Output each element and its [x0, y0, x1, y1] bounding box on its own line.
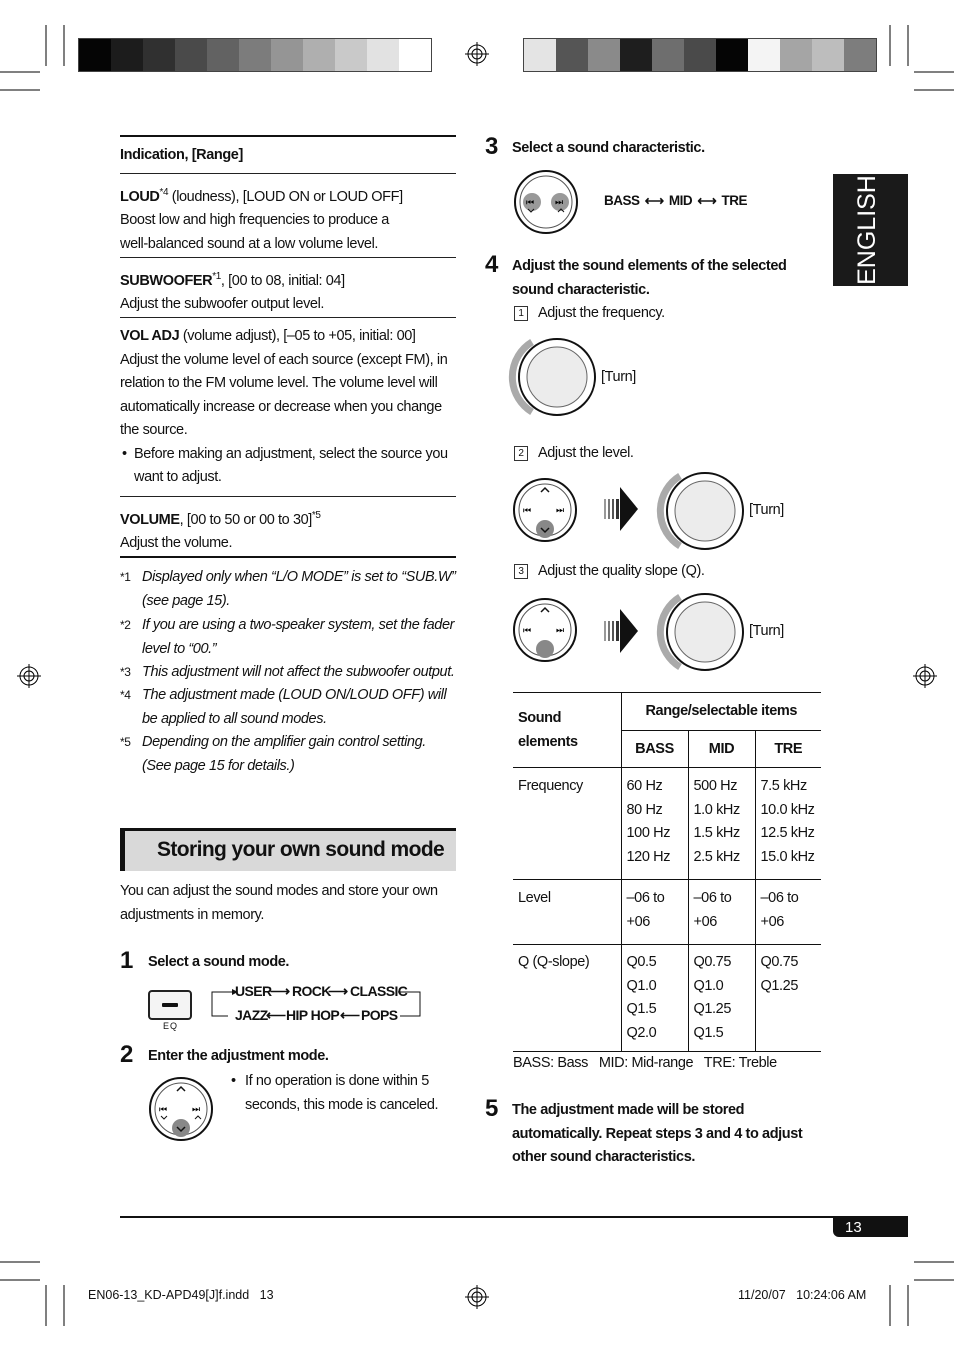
sound-elements-table	[513, 692, 821, 1052]
svg-text:⏭: ⏭	[555, 198, 564, 208]
step-4-text: Adjust the sound elements of the selected sound characteristic.	[512, 258, 787, 298]
col-bass: BASS	[621, 731, 688, 768]
registration-mark-top	[465, 42, 489, 66]
step-4-number: 4	[485, 251, 499, 278]
step-1-number: 1	[120, 947, 134, 974]
volume-knob-q	[656, 589, 748, 675]
svg-text:⏮: ⏮	[526, 198, 535, 208]
eq-button	[148, 990, 192, 1020]
svg-text:⏮: ⏮	[159, 1105, 168, 1115]
mode-pops: POPS	[361, 1007, 398, 1023]
sub-step-2: 2 Adjust the level.	[514, 442, 634, 466]
mode-jazz: JAZZ	[235, 1007, 268, 1023]
intro-text: You can adjust the sound modes and store your own adjustments in memory.	[120, 883, 438, 923]
volume-entry	[120, 504, 456, 556]
page-number: 13	[845, 1219, 862, 1236]
registration-mark-right	[913, 664, 937, 688]
svg-text:⏭: ⏭	[192, 1105, 201, 1115]
col-sound-elements: Sound elements	[518, 710, 578, 750]
voladj-desc: Adjust the volume level of each source (except FM), in relation to the FM volume level. The volume level will automatically increase or decrease when you change the source.	[120, 351, 448, 438]
subwoofer-entry	[120, 265, 456, 317]
voladj-range: (volume adjust), [–05 to +05, initial: 00]	[179, 328, 416, 344]
subwoofer-name: SUBWOOFER	[120, 272, 213, 289]
voladj-bullet: Before making an adjustment, select the source you want to adjust.	[134, 445, 448, 485]
volume-knob-frequency	[508, 334, 600, 420]
volume-knob-level	[656, 468, 748, 554]
char-mid: MID	[668, 193, 693, 208]
step-3-number: 3	[485, 133, 499, 160]
mode-user: USER	[235, 983, 272, 999]
turn-label-2: [Turn]	[749, 502, 784, 518]
svg-text:⏭: ⏭	[556, 506, 565, 516]
volume-name: VOLUME	[120, 511, 180, 528]
language-tab-label: ENGLISH	[853, 175, 881, 285]
footer-datetime: 11/20/07 10:24:06 AM	[738, 1288, 867, 1302]
mode-rock: ROCK	[292, 983, 331, 999]
subwoofer-sup: *1	[212, 271, 221, 282]
arrow-right-icon-1	[604, 487, 638, 531]
footnote-2: *2 If you are using a two-speaker system, set the fader level to “00.”	[120, 617, 455, 657]
volume-sup: *5	[311, 510, 321, 521]
step-5-number: 5	[485, 1095, 499, 1122]
control-pad-icon-q	[512, 597, 578, 663]
step-2-text: Enter the adjustment mode.	[148, 1048, 329, 1064]
bottom-rule	[120, 1216, 908, 1218]
section-title: Storing your own sound mode	[157, 838, 445, 861]
subwoofer-range: , [00 to 08, initial: 04]	[220, 272, 345, 289]
loud-name: LOUD	[120, 188, 160, 205]
mode-classic: CLASSIC	[350, 983, 408, 999]
subwoofer-desc: Adjust the subwoofer output level.	[120, 296, 325, 313]
table-row: Level –06 to +06 –06 to +06 –06 to +06	[513, 880, 821, 945]
loud-sup: *4	[159, 187, 169, 198]
footnote-1: *1 Displayed only when “L/O MODE” is set to “SUB.W” (see page 15).	[120, 569, 456, 609]
svg-text:⏮: ⏮	[523, 506, 532, 516]
step-2-bullet: • If no operation is done within 5 seconds, this mode is canceled.	[231, 1073, 439, 1113]
loud-entry	[120, 181, 456, 256]
language-tab	[833, 174, 908, 286]
loud-range: (loudness), [LOUD ON or LOUD OFF]	[168, 188, 403, 205]
svg-text:⏮: ⏮	[523, 626, 532, 636]
arrow-right-icon-2	[604, 609, 638, 653]
registration-mark-bottom	[465, 1285, 489, 1309]
volume-range: , [00 to 50 or 00 to 30]	[179, 511, 312, 528]
step-1-text: Select a sound mode.	[148, 954, 290, 970]
mode-hiphop: HIP HOP	[286, 1007, 340, 1023]
step-3-text: Select a sound characteristic.	[512, 140, 705, 156]
step-5-text: The adjustment made will be stored automatically. Repeat steps 3 and 4 to adjust other sound characteristics.	[512, 1102, 803, 1165]
control-pad-icon-level	[512, 477, 578, 543]
eq-label: EQ	[163, 1021, 179, 1031]
sound-mode-cycle: USER ⟶ ROCK ⟶ CLASSIC JAZZ ⟵ HIP HOP ⟵ POPS	[210, 982, 425, 1028]
characteristic-cycle: BASS ⟷ MID ⟷ TRE	[604, 193, 748, 208]
sub-step-3: 3 Adjust the quality slope (Q).	[514, 560, 705, 584]
volume-desc: Adjust the volume.	[120, 535, 233, 552]
footnote-5: *5 Depending on the amplifier gain control setting. (See page 15 for details.)	[120, 734, 426, 774]
turn-label-1: [Turn]	[601, 369, 636, 385]
loud-desc: Boost low and high frequencies to produce a well-balanced sound at a low volume level.	[120, 212, 389, 252]
char-bass: BASS	[604, 193, 640, 208]
voladj-name: VOL ADJ	[120, 328, 180, 344]
col-tre: TRE	[774, 741, 803, 757]
footnote-3: *3 This adjustment will not affect the subwoofer output.	[120, 664, 455, 680]
footer-file: EN06-13_KD-APD49[J]f.indd 13	[88, 1288, 274, 1302]
section-title-bar	[120, 828, 456, 871]
control-pad-icon-step3	[513, 169, 579, 235]
range-header: Range/selectable items	[645, 703, 798, 719]
table-row: Frequency 60 Hz 80 Hz 100 Hz 120 Hz 500 Hz 1.0 kHz 1.5 kHz 2.5 kHz 7.5 kHz 10.0 kHz 12.5 kHz 15.0 kHz	[513, 768, 821, 880]
control-pad-icon-step2	[148, 1076, 214, 1142]
page-number-box	[833, 1218, 908, 1237]
col-mid: MID	[688, 731, 755, 768]
step-2-number: 2	[120, 1041, 134, 1068]
abbreviation-legend: BASS: Bass MID: Mid-range TRE: Treble	[513, 1055, 777, 1071]
table-header: Indication, [Range]	[120, 147, 243, 163]
voladj-entry: VOL ADJ (volume adjust), [–05 to +05, initial: 00] Adjust the volume level of each source (except FM), in relation to the FM volume level. The volume level will automatically increase or decrease when you change the source. • Before making an adjustment, select the source you want to adjust.	[120, 325, 456, 490]
sub-step-1: 1 Adjust the frequency.	[514, 302, 665, 326]
char-tre: TRE	[721, 193, 748, 208]
footnote-4: *4 The adjustment made (LOUD ON/LOUD OFF) will be applied to all sound modes.	[120, 687, 447, 727]
svg-text:⏭: ⏭	[556, 626, 565, 636]
table-row: Q (Q-slope) Q0.5 Q1.0 Q1.5 Q2.0 Q0.75 Q1.0 Q1.25 Q1.5 Q0.75 Q1.25	[513, 945, 821, 1052]
turn-label-3: [Turn]	[749, 623, 784, 639]
registration-mark-left	[17, 664, 41, 688]
